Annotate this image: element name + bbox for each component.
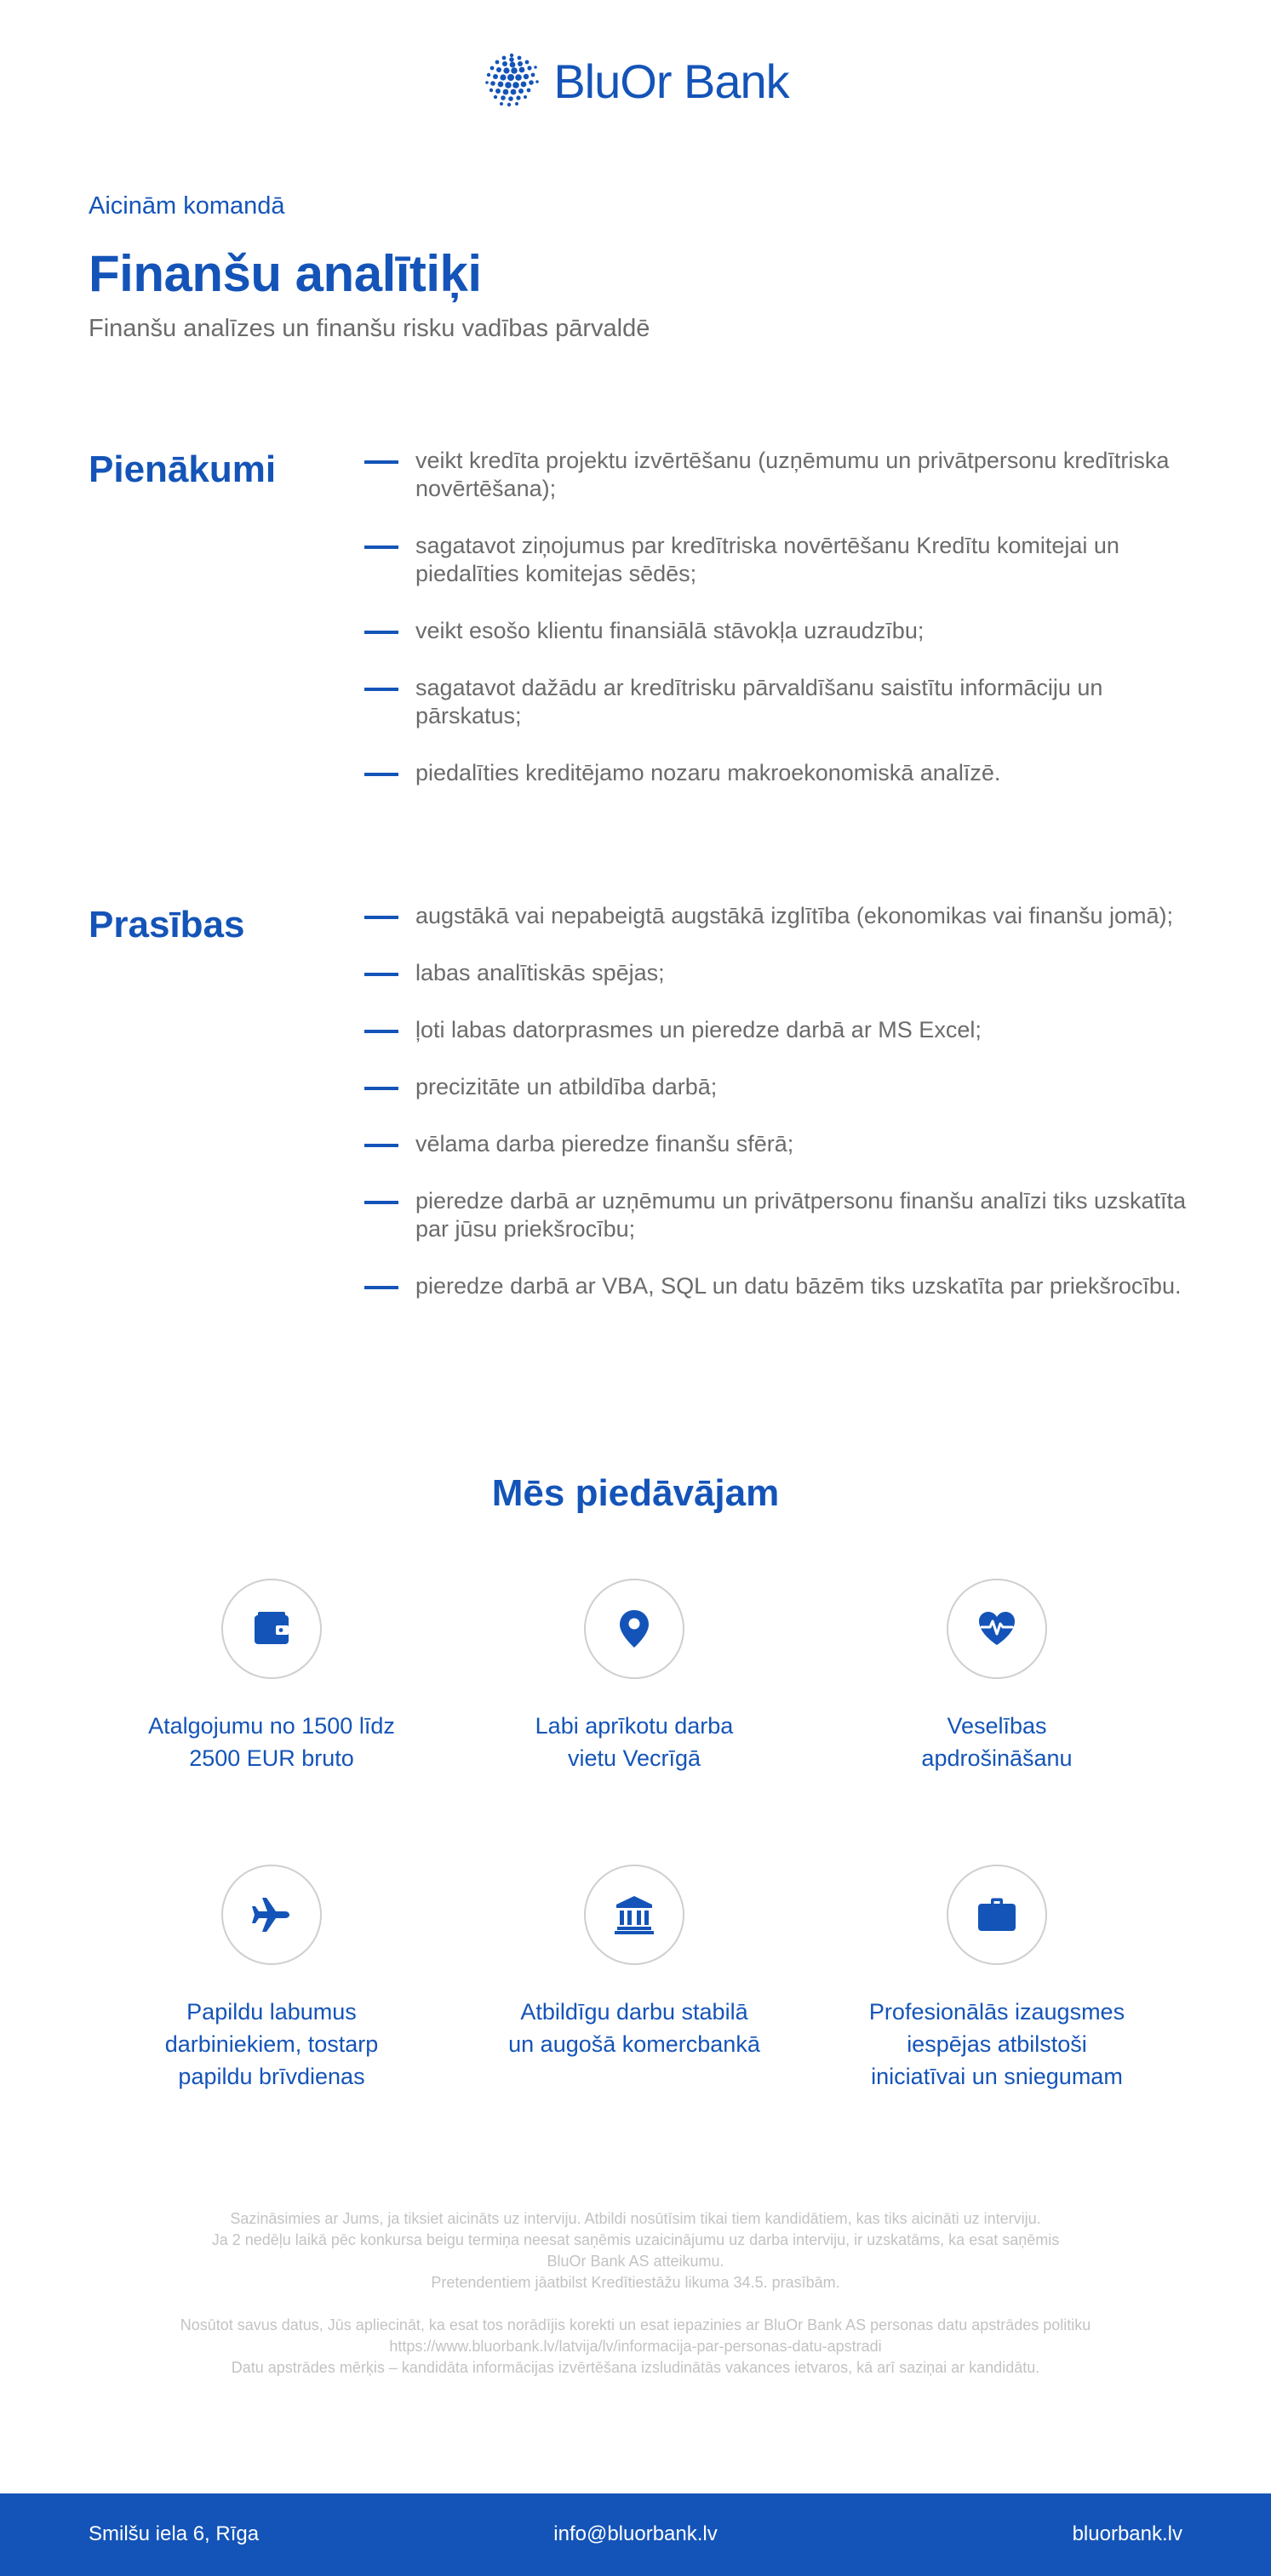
disclaimer [119, 2208, 1152, 2379]
offer-title: Mēs piedāvājam [491, 1472, 780, 1514]
footer-website[interactable]: bluorbank.lv [1072, 2522, 1182, 2545]
spacer [119, 2293, 1152, 2315]
dash-icon [364, 545, 398, 549]
duties-list [364, 447, 1187, 816]
footer-email[interactable]: info@bluorbank.lv [553, 2522, 718, 2545]
list-item: pieredze darbā ar VBA, SQL un datu bāzēm tiks uzskatīta par priekšrocību. [364, 1272, 1187, 1300]
list-item: veikt esošo klientu finansiālā stāvokļa uzraudzību; [364, 617, 1187, 645]
dash-icon [364, 1030, 398, 1033]
dash-icon [364, 973, 398, 976]
dash-icon [364, 916, 398, 919]
footer [0, 2493, 1271, 2576]
bank-building-icon [613, 1893, 656, 1936]
benefit-extra [90, 1865, 453, 2093]
heartbeat-icon [976, 1608, 1018, 1650]
benefit-workplace [453, 1579, 816, 1774]
dash-icon [364, 460, 398, 464]
list-item: sagatavot dažādu ar kredītrisku pārvaldīšanu saistītu informāciju un pārskatus; [364, 674, 1187, 730]
dash-icon [364, 1144, 398, 1147]
dash-icon [364, 1286, 398, 1289]
benefit-health [816, 1579, 1178, 1774]
disclaimer-line: Datu apstrādes mērķis – kandidāta informācijas izvērtēšana izsludinātās vakances ietvaros, kā arī saziņai ar kandidātu. [231, 2359, 1040, 2376]
benefit-growth [816, 1865, 1178, 2093]
benefit-text: Atalgojumu no 1500 līdz 2500 EUR bruto [148, 1713, 395, 1771]
footer-address: Smilšu iela 6, Rīga [89, 2522, 260, 2545]
list-item: piedalīties kreditējamo nozaru makroekonomiskā analīzē. [364, 759, 1187, 787]
briefcase-icon [976, 1893, 1018, 1936]
requirements-title: Prasības [89, 904, 245, 945]
benefit-bank [453, 1865, 816, 2093]
job-intro [89, 192, 650, 343]
benefit-text: Profesionālās izaugsmes iespējas atbilstoši iniciatīvai un sniegumam [868, 1999, 1125, 2089]
disclaimer-line: Pretendentiem jāatbilst Kredītiestāžu likuma 34.5. prasībām. [431, 2274, 840, 2291]
airplane-icon [250, 1893, 293, 1936]
location-pin-icon [613, 1608, 656, 1650]
duties-title: Pienākumi [89, 448, 277, 490]
intro-kicker: Aicinām komandā [89, 192, 285, 220]
benefit-text: Labi aprīkotu darba vietu Vecrīgā [535, 1713, 734, 1771]
disclaimer-line: Sazināsimies ar Jums, ja tiksiet aicināts uz interviju. Atbildi nosūtīsim tikai tiem kandidātiem, kas tiks aicināti uz interviju. [230, 2210, 1041, 2227]
dash-icon [364, 1087, 398, 1090]
list-item: labas analītiskās spējas; [364, 959, 1187, 987]
list-item: precizitāte un atbildība darbā; [364, 1073, 1187, 1101]
benefit-text: Veselības apdrošināšanu [921, 1713, 1073, 1771]
logo-dots-icon [482, 51, 541, 111]
job-subtitle: Finanšu analīzes un finanšu risku vadības pārvaldē [89, 315, 650, 342]
benefit-text: Atbildīgu darbu stabilā un augošā komercbankā [508, 1999, 760, 2057]
list-item: sagatavot ziņojumus par kredītriska novērtēšanu Kredītu komitejai un piedalīties komitejas sēdēs; [364, 532, 1187, 588]
list-item: vēlama darba pieredze finanšu sfērā; [364, 1130, 1187, 1158]
dash-icon [364, 631, 398, 634]
dash-icon [364, 773, 398, 776]
list-item: ļoti labas datorprasmes un pieredze darbā ar MS Excel; [364, 1016, 1187, 1044]
brand-logo [0, 51, 1271, 111]
brand-name: BluOr Bank [553, 54, 789, 108]
disclaimer-line: Ja 2 nedēļu laikā pēc konkursa beigu termiņa neesat saņēmis uzaicinājumu uz darba interviju, ir uzskatāms, ka esat saņēmis [211, 2231, 1060, 2248]
dash-icon [364, 688, 398, 691]
disclaimer-line: BluOr Bank AS atteikumu. [547, 2253, 724, 2270]
disclaimer-line: Nosūtot savus datus, Jūs apliecināt, ka esat tos norādījis korekti un esat iepazinies ar BluOr Bank AS personas datu apstrādes politiku [180, 2316, 1091, 2333]
benefits-grid [90, 1579, 1180, 2093]
list-item: veikt kredīta projektu izvērtēšanu (uzņēmumu un privātpersonu kredītriska novērtēšana); [364, 447, 1187, 503]
list-item: pieredze darbā ar uzņēmumu un privātpersonu finanšu analīzi tiks uzskatīta par jūsu priekšrocību; [364, 1187, 1187, 1243]
dash-icon [364, 1201, 398, 1204]
wallet-icon [250, 1608, 293, 1650]
list-item: augstākā vai nepabeigtā augstākā izglītība (ekonomikas vai finanšu jomā); [364, 902, 1187, 930]
benefit-salary [90, 1579, 453, 1774]
requirements-list [364, 902, 1187, 1329]
job-title: Finanšu analītiķi [89, 245, 482, 302]
privacy-policy-link[interactable]: https://www.bluorbank.lv/latvija/lv/informacija-par-personas-datu-apstradi [389, 2338, 882, 2355]
benefit-text: Papildu labumus darbiniekiem, tostarp papildu brīvdienas [164, 1999, 379, 2089]
